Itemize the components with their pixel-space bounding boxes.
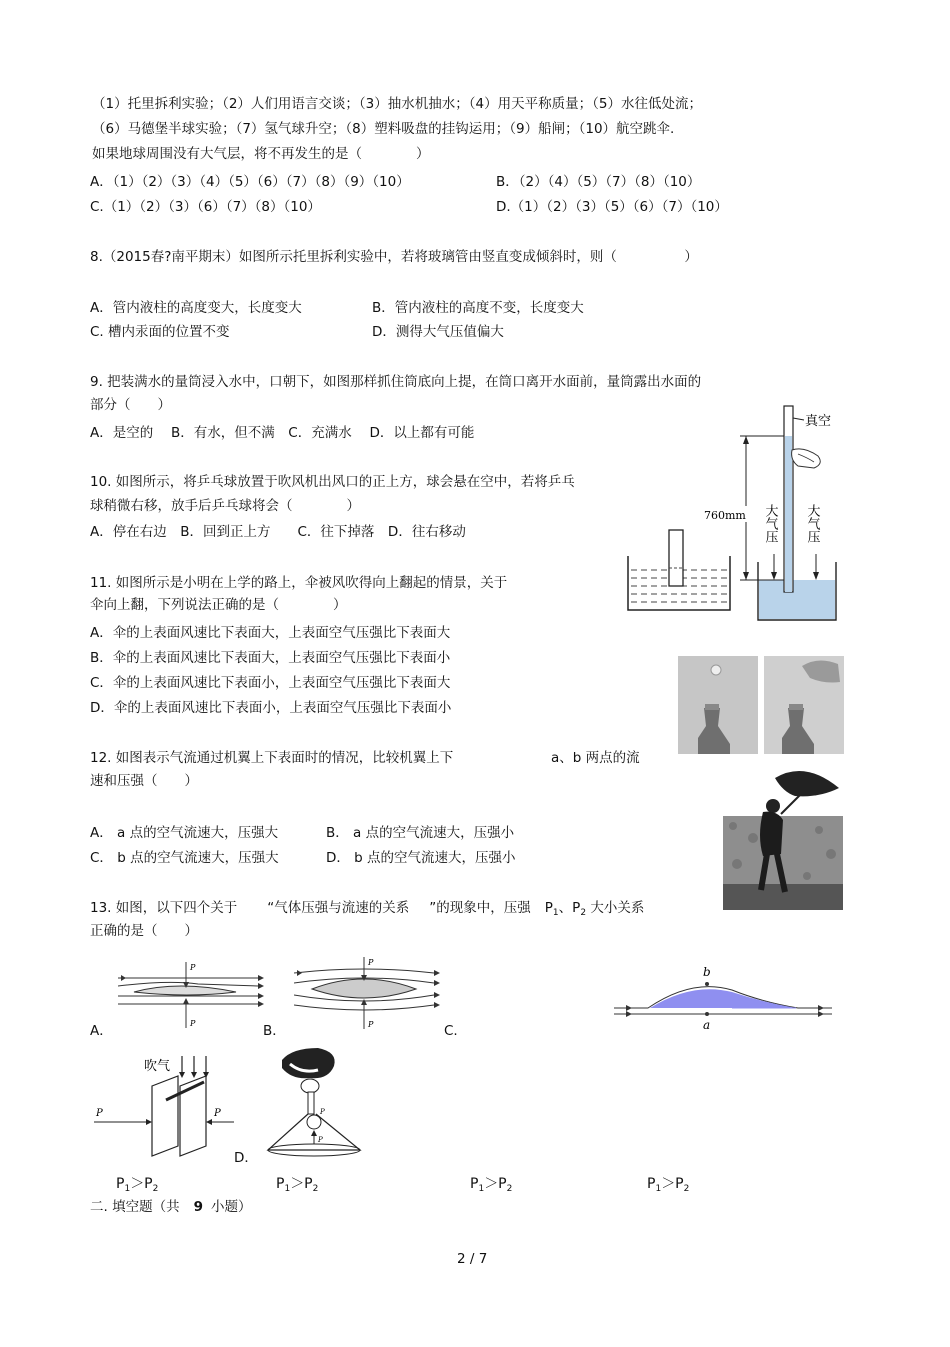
q11-stem-line1: 11. 如图所示是小明在上学的路上，伞被风吹得向上翻起的情景，关于 [90, 575, 508, 591]
q13-figure-d-funnel [262, 1044, 372, 1164]
svg-text:P: P [368, 958, 374, 967]
q7-line3: 如果地球周围没有大气层，将不再发生的是（ ） [92, 146, 430, 162]
svg-text:P: P [190, 963, 196, 972]
q7-line1: （1）托里拆利实验；（2）人们用语言交谈；（3）抽水机抽水；（4）用天平称质量；（5）水往低处流； [92, 96, 702, 112]
q13-stem-part1: 13. 如图，以下四个关于 [90, 900, 238, 916]
svg-text:P: P [318, 1136, 323, 1144]
q13-answer-c: $P_1>P_2$ [470, 1176, 513, 1194]
q11-option-d: D．伞的上表面风速比下表面小，上表面空气压强比下表面小 [90, 700, 452, 716]
q13-figure-c-paper-sheets [94, 1050, 236, 1158]
q13-answer-a: $P_1>P_2$ [116, 1176, 159, 1194]
q12-option-b: B． a 点的空气流速大，压强小 [326, 825, 515, 841]
height-label: 760mm [704, 509, 746, 522]
section-2-heading: 二. 填空题（共 9 小题） [90, 1199, 252, 1215]
q13-figure-a-wing [118, 958, 268, 1032]
q13-label-a: A． [90, 1023, 113, 1039]
q13-label-d: D． [234, 1150, 258, 1166]
q9-options: A．是空的 B．有水，但不满 C．充满水 D．以上都有可能 [90, 425, 475, 441]
q11-umbrella-photo [723, 764, 843, 910]
q13-stem-p: P [544, 900, 553, 916]
svg-text:P: P [214, 1108, 221, 1119]
q13-figure-b-wing [294, 955, 444, 1031]
svg-text:P: P [96, 1108, 103, 1119]
q12-stem-line1b: a、b 两点的流 [551, 750, 640, 766]
q13-label-c: C. [444, 1023, 458, 1039]
air-pressure-left-label: 大气压 [762, 504, 778, 543]
wing-point-a: a [703, 1018, 711, 1032]
q11-option-a: A．伞的上表面风速比下表面大，上表面空气压强比下表面大 [90, 625, 451, 641]
q8-option-b: B．管内液柱的高度不变，长度变大 [372, 300, 584, 316]
q8-option-c: C. 槽内汞面的位置不变 [90, 324, 230, 340]
q13-answer-d: $P_1>P_2$ [647, 1176, 690, 1194]
q8-torricelli-figure [700, 402, 845, 624]
q10-options: A．停在右边 B．回到正上方 C．往下掉落 D．往右移动 [90, 524, 466, 540]
q13-stem-part2: “气体压强与流速的关系 [267, 900, 410, 916]
q13-stem-line1 [90, 899, 644, 922]
q12-stem-line2: 速和压强（ ） [90, 773, 198, 789]
q9-stem-line2: 部分（ ） [90, 397, 171, 413]
q8-stem: 8.（2015春?南平期末）如图所示托里拆利实验中，若将玻璃管由竖直变成倾斜时，则（ ） [90, 249, 698, 265]
blow-label: 吹气 [144, 1059, 171, 1074]
q13-stem-p2: 、P [558, 900, 581, 916]
q7-option-c: C.（1）（2）（3）（6）（7）（8）（10） [90, 199, 321, 215]
q12-option-a: A． a 点的空气流速大，压强大 [90, 825, 279, 841]
q13-stem-sub2: 2 [580, 908, 587, 918]
q10-stem-line1: 10. 如图所示，将乒乓球放置于吹风机出风口的正上方，球会悬在空中，若将乒乓 [90, 474, 575, 490]
q10-hair-dryer-photos [678, 656, 844, 754]
q9-stem-line1: 9. 把装满水的量筒浸入水中，口朝下，如图那样抓住筒底向上提，在筒口离开水面前，量筒露出水面的 [90, 374, 702, 390]
q8-option-a: A．管内液柱的高度变大，长度变大 [90, 300, 302, 316]
q13-stem-sub1: 1 [552, 908, 559, 918]
page-number: 2 / 7 [457, 1251, 488, 1267]
air-pressure-right-label: 大气压 [804, 504, 820, 543]
q7-line2: （6）马德堡半球实验；（7）氢气球升空；（8）塑料吸盘的挂钩运用；（9）船闸；（10）航空跳伞. [92, 121, 675, 137]
q11-option-c: C．伞的上表面风速比下表面小，上表面空气压强比下表面大 [90, 675, 451, 691]
q7-option-a: A．（1）（2）（3）（4）（5）（6）（7）（8）（9）（10） [90, 174, 410, 190]
svg-text:P: P [368, 1020, 374, 1029]
q12-option-c: C． b 点的空气流速大，压强大 [90, 850, 279, 866]
q11-option-b: B．伞的上表面风速比下表面大，上表面空气压强比下表面小 [90, 650, 451, 666]
q7-option-d: D.（1）（2）（3）（5）（6）（7）（10） [496, 199, 728, 215]
q13-stem-line2: 正确的是（ ） [90, 923, 198, 939]
q12-wing-airflow-figure [612, 960, 834, 1032]
q8-option-d: D．测得大气压值偏大 [372, 324, 504, 340]
svg-text:P: P [320, 1108, 325, 1116]
q10-stem-line2: 球稍微右移，放手后乒乓球将会（ ） [90, 498, 360, 514]
svg-text:P: P [190, 1019, 196, 1028]
q13-stem-part4: 大小关系 [586, 900, 645, 916]
q7-option-b: B．（2）（4）（5）（7）（8）（10） [496, 174, 701, 190]
wing-point-b: b [703, 965, 711, 979]
q13-label-b: B． [263, 1023, 286, 1039]
q12-stem-line1a: 12. 如图表示气流通过机翼上下表面时的情况，比较机翼上下 [90, 750, 454, 766]
q12-option-d: D． b 点的空气流速大，压强小 [326, 850, 516, 866]
q13-answer-b: $P_1>P_2$ [276, 1176, 319, 1194]
q11-stem-line2: 伞向上翻，下列说法正确的是（ ） [90, 597, 347, 613]
vacuum-label: 真空 [805, 414, 832, 429]
q13-stem-part3: ”的现象中，压强 [429, 900, 531, 916]
